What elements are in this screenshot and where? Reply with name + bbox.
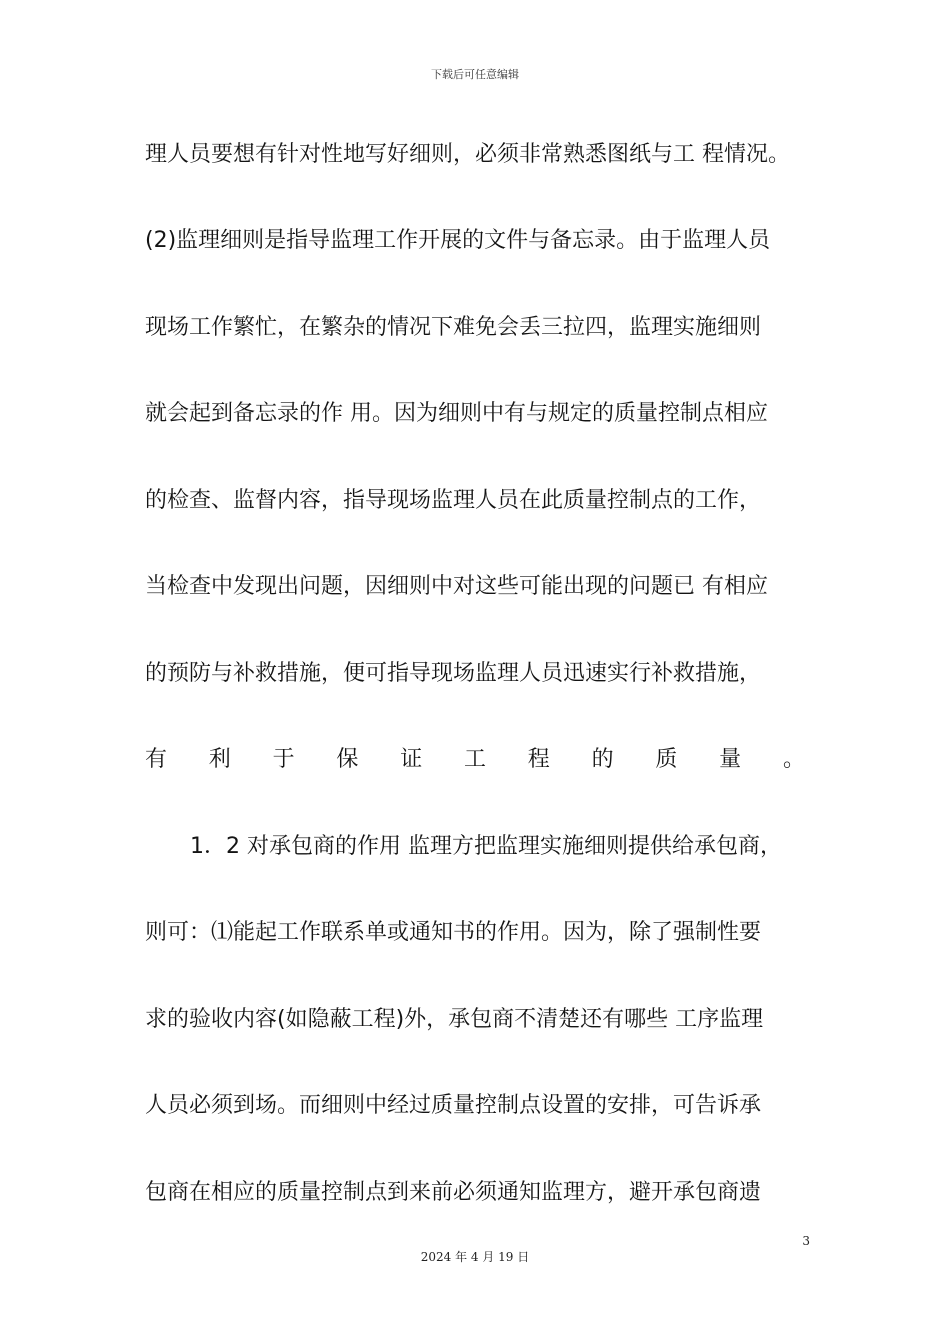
- spread-char: 。: [782, 747, 805, 772]
- spread-char: 程: [527, 747, 550, 772]
- text-line-5: 的检查、监督内容，指导现场监理人员在此质量控制点的工作，: [145, 488, 762, 513]
- text-line-1: 理人员要想有针对性地写好细则，必须非常熟悉图纸与工 程情况。: [145, 142, 790, 167]
- text-line-10: 则可：⑴能起工作联系单或通知书的作用。因为，除了强制性要: [145, 920, 762, 945]
- spread-char: 的: [591, 747, 614, 772]
- spread-char: 有: [145, 747, 168, 772]
- page-number: 3: [802, 1234, 810, 1248]
- text-line-8-justified: [145, 745, 805, 775]
- text-line-2: (2)监理细则是指导监理工作开展的文件与备忘录。由于监理人员: [145, 228, 771, 253]
- text-line-9-section-heading: 1．2 对承包商的作用 监理方把监理实施细则提供给承包商，: [190, 834, 782, 859]
- spread-char: 于: [272, 747, 295, 772]
- text-line-11: 求的验收内容(如隐蔽工程)外，承包商不清楚还有哪些 工序监理: [145, 1007, 764, 1032]
- spread-char: 量: [719, 747, 742, 772]
- text-line-6: 当检查中发现出问题，因细则中对这些可能出现的问题已 有相应: [145, 574, 768, 599]
- spread-char: 质: [655, 747, 678, 772]
- spread-char: 证: [400, 747, 423, 772]
- spread-char: 利: [208, 747, 231, 772]
- page-footer-date: 2024 年 4 月 19 日: [420, 1250, 530, 1264]
- text-line-12: 人员必须到场。而细则中经过质量控制点设置的安排，可告诉承: [145, 1093, 762, 1118]
- text-line-7: 的预防与补救措施，便可指导现场监理人员迅速实行补救措施，: [145, 661, 762, 686]
- text-line-13: 包商在相应的质量控制点到来前必须通知监理方，避开承包商遗: [145, 1180, 762, 1205]
- text-line-3: 现场工作繁忙，在繁杂的情况下难免会丢三拉四，监理实施细则: [145, 315, 762, 340]
- text-line-4: 就会起到备忘录的作 用。因为细则中有与规定的质量控制点相应: [145, 401, 768, 426]
- spread-char: 工: [463, 747, 486, 772]
- spread-char: 保: [336, 747, 359, 772]
- page-header: 下载后可任意编辑: [431, 68, 519, 81]
